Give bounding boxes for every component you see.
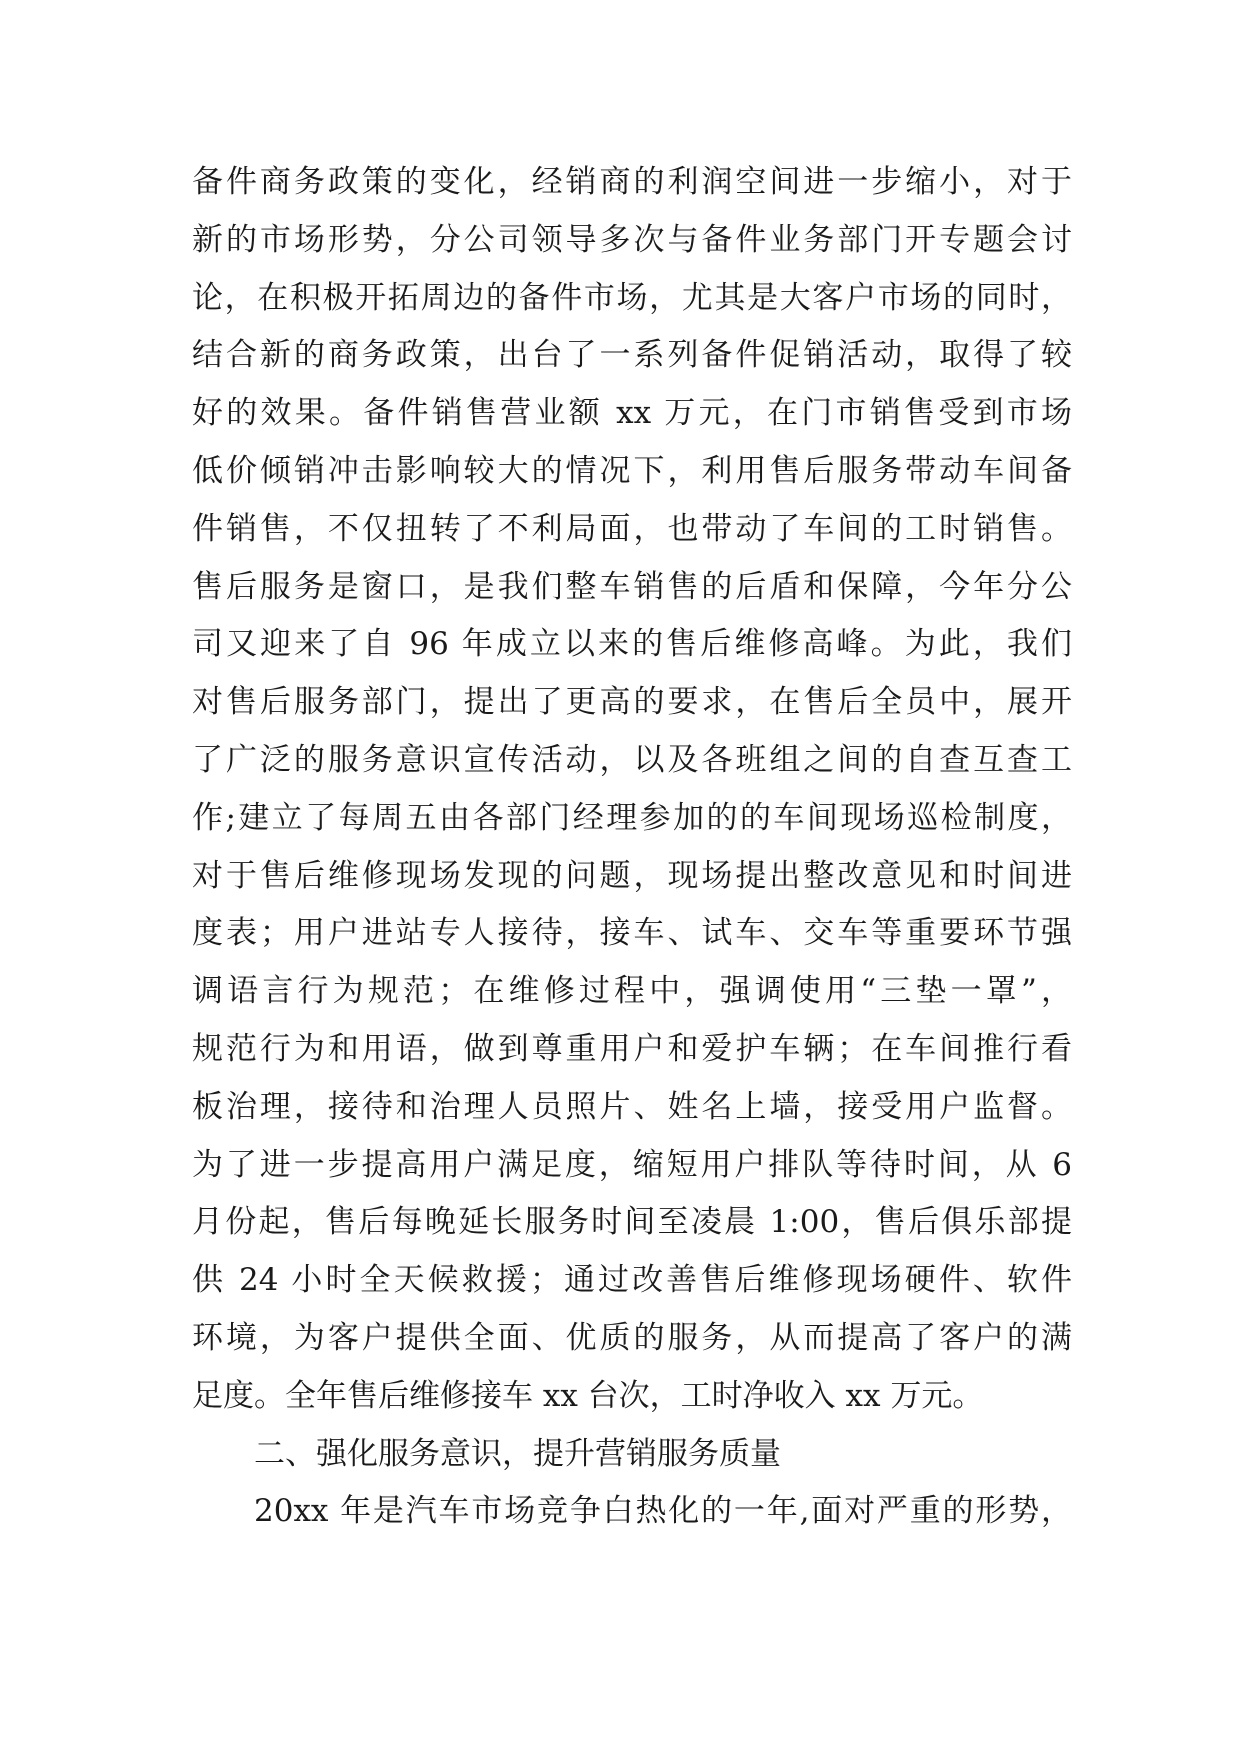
text-line: 低价倾销冲击影响较大的情况下，利用售后服务带动车间备 <box>192 452 1072 489</box>
text-line: 好的效果。备件销售营业额 xx 万元，在门市销售受到市场 <box>192 395 1072 432</box>
text-line: 环境，为客户提供全面、优质的服务，从而提高了客户的满 <box>192 1319 1072 1356</box>
text-line: 板治理，接待和治理人员照片、姓名上墙，接受用户监督。 <box>192 1088 1072 1125</box>
text-line: 为了进一步提高用户满足度，缩短用户排队等待时间，从 6 <box>192 1146 1072 1183</box>
text-line: 度表；用户进站专人接待，接车、试车、交车等重要环节强 <box>192 915 1072 952</box>
text-line: 调语言行为规范；在维修过程中，强调使用“三垫一罩”， <box>192 973 1072 1010</box>
text-line: 备件商务政策的变化，经销商的利润空间进一步缩小，对于 <box>192 164 1072 200</box>
text-line: 对售后服务部门，提出了更高的要求，在售后全员中，展开 <box>192 684 1072 721</box>
text-line: 新的市场形势，分公司领导多次与备件业务部门开专题会讨 <box>192 221 1072 258</box>
text-line: 售后服务是窗口，是我们整车销售的后盾和保障，今年分公 <box>192 568 1072 605</box>
text-line: 司又迎来了自 96 年成立以来的售后维修高峰。为此，我们 <box>192 626 1072 663</box>
text-line: 论，在积极开拓周边的备件市场，尤其是大客户市场的同时， <box>192 279 1072 316</box>
paragraph-end-line: 足度。全年售后维修接车 xx 台次，工时净收入 xx 万元。 <box>192 1377 984 1414</box>
section-heading: 二、强化服务意识，提升营销服务质量 <box>254 1435 781 1472</box>
text-line: 了广泛的服务意识宣传活动，以及各班组之间的自查互查工 <box>192 741 1072 778</box>
text-line: 件销售，不仅扭转了不利局面，也带动了车间的工时销售。 <box>192 510 1072 547</box>
paragraph-first-line: 20xx 年是汽车市场竞争白热化的一年,面对严重的形势， <box>254 1493 1072 1530</box>
text-line: 规范行为和用语，做到尊重用户和爱护车辆；在车间推行看 <box>192 1030 1072 1067</box>
text-line: 作;建立了每周五由各部门经理参加的的车间现场巡检制度， <box>192 799 1072 836</box>
text-line: 供 24 小时全天候救援；通过改善售后维修现场硬件、软件 <box>192 1262 1072 1299</box>
body-text <box>192 154 1072 1541</box>
text-line: 对于售后维修现场发现的问题，现场提出整改意见和时间进 <box>192 857 1072 894</box>
text-line: 结合新的商务政策，出台了一系列备件促销活动，取得了较 <box>192 337 1072 374</box>
text-line: 月份起，售后每晚延长服务时间至凌晨 1:00，售后俱乐部提 <box>192 1204 1072 1241</box>
